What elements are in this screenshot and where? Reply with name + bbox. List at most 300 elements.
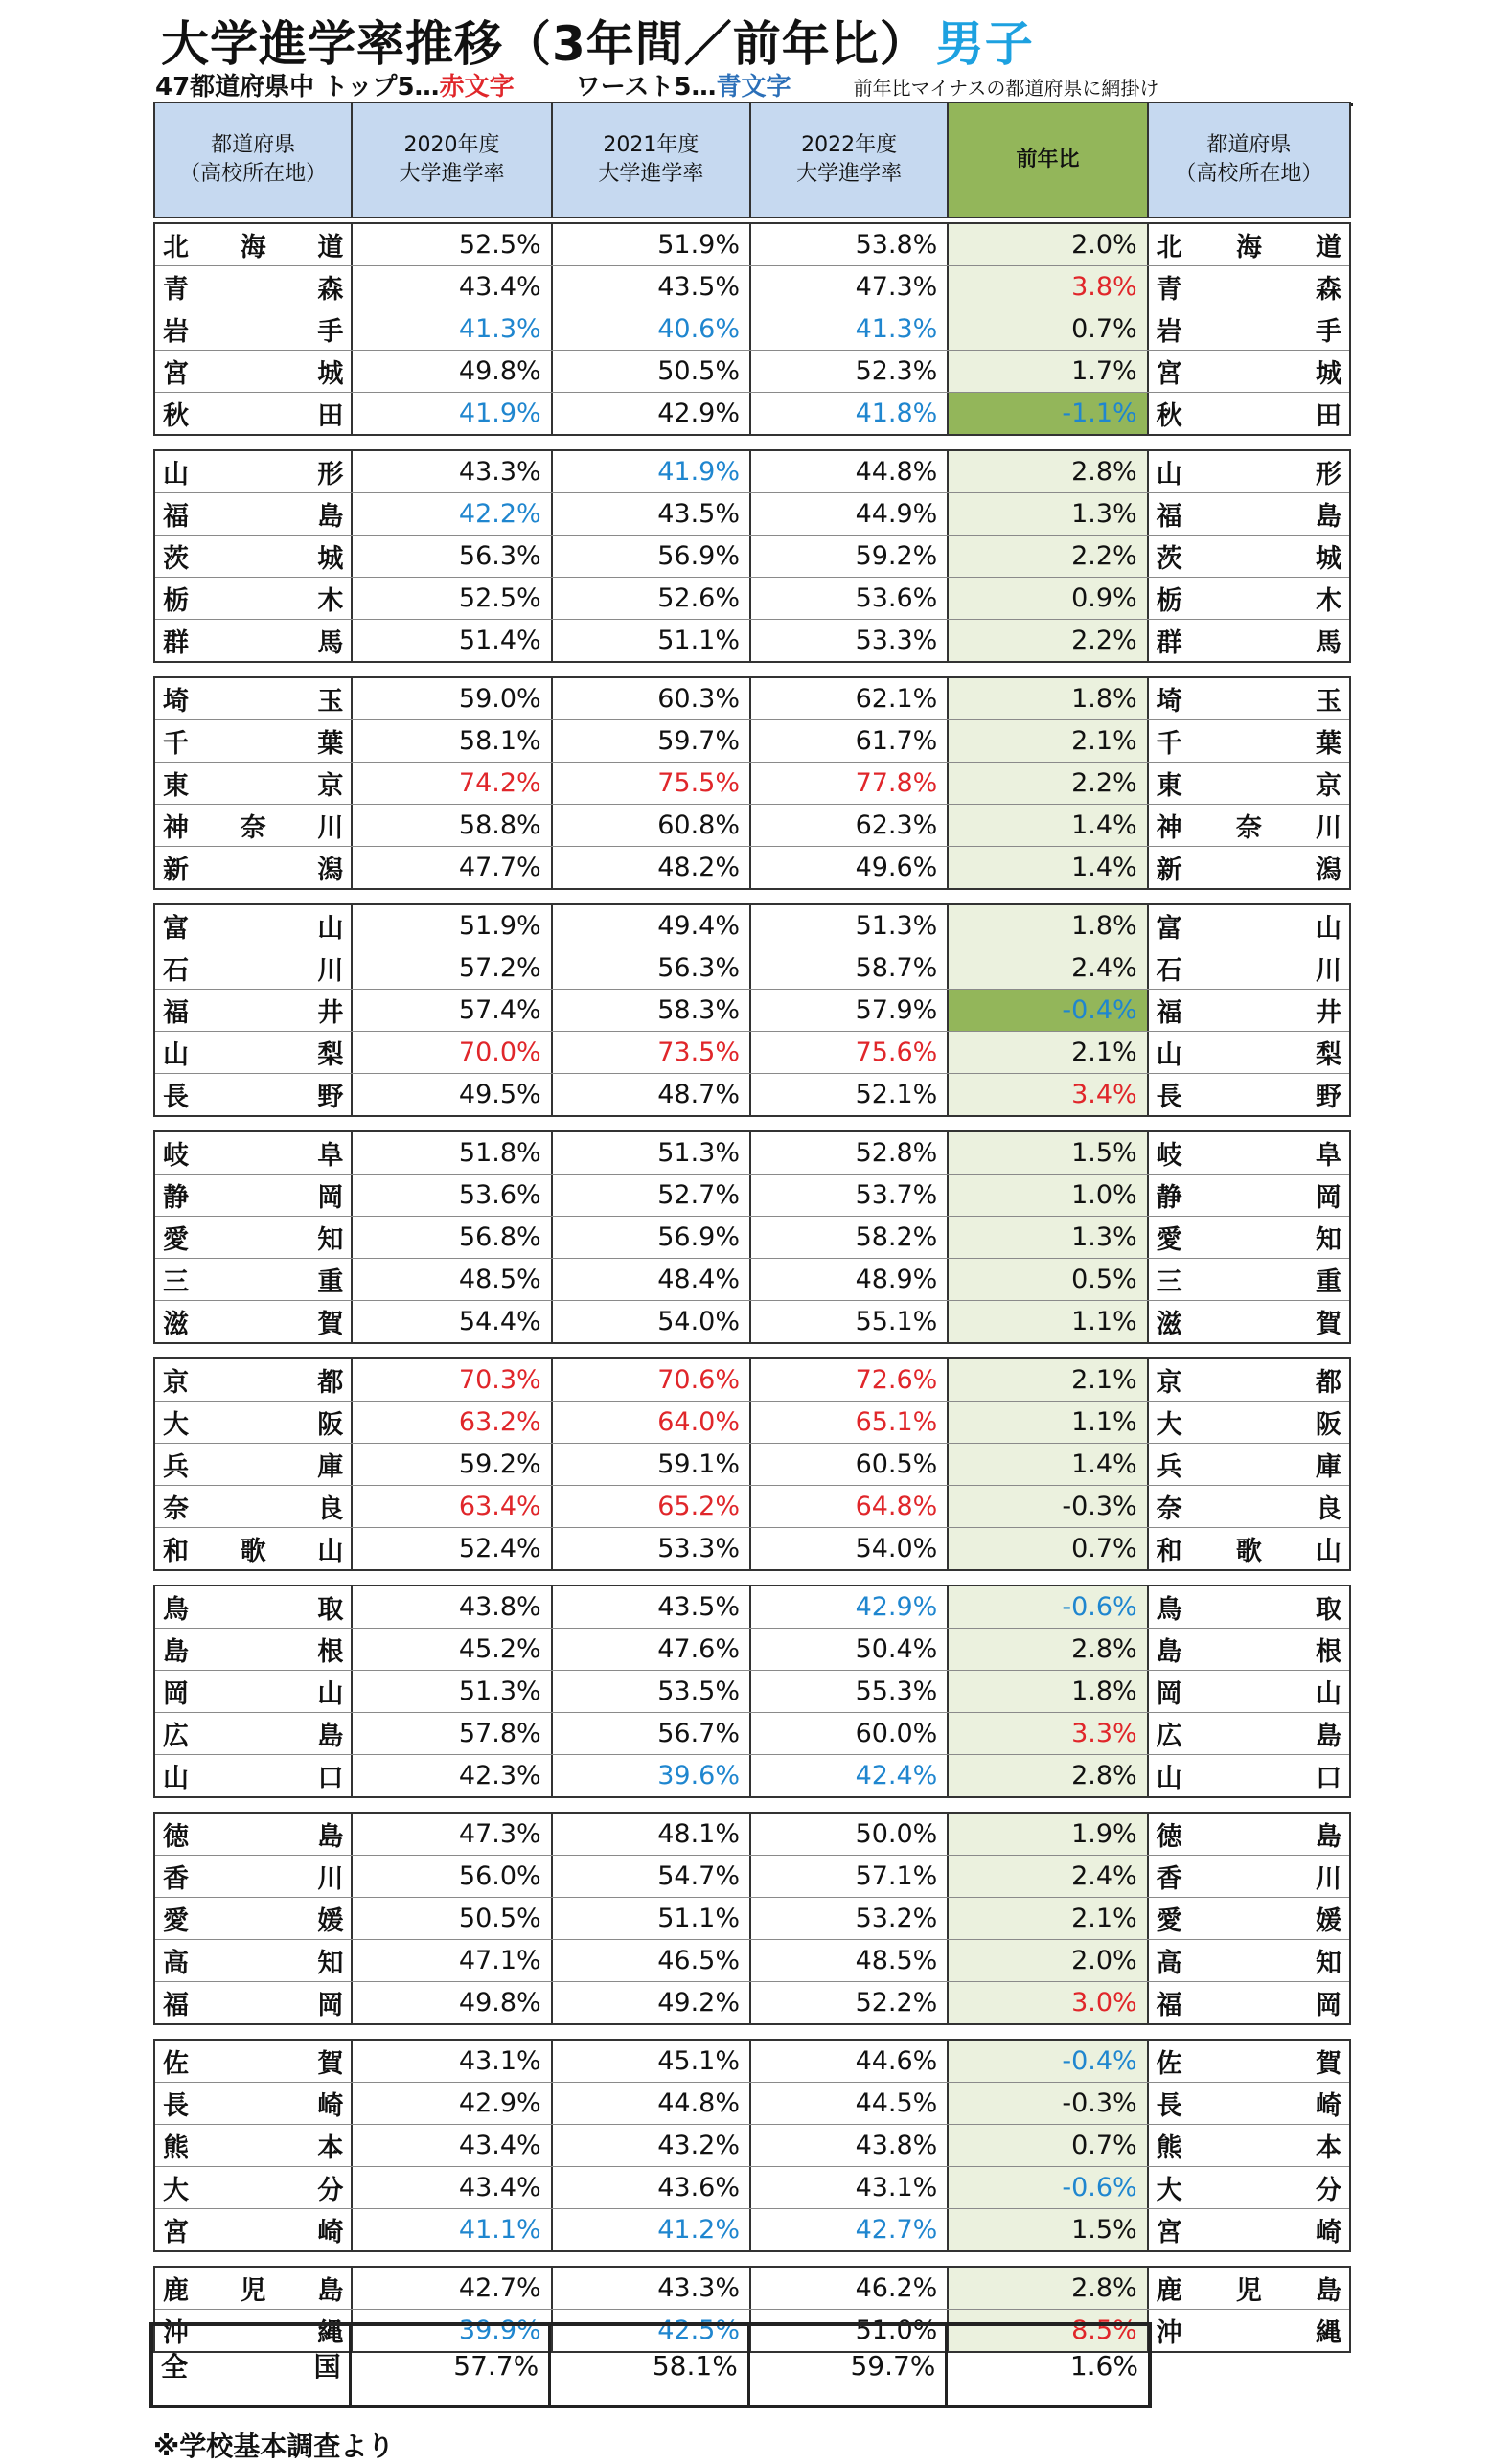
prefecture-name	[155, 2167, 353, 2208]
rate-2021: 51.1%	[553, 620, 751, 661]
rate-2022: 43.8%	[751, 2125, 949, 2166]
yoy-change: 3.4%	[949, 1074, 1148, 1115]
prefecture-char: 縄	[317, 2318, 344, 2348]
rate-2020: 43.4%	[353, 266, 552, 308]
yoy-change: 1.8%	[949, 678, 1148, 719]
rate-2022: 51.3%	[751, 905, 949, 947]
prefecture-name-right	[1149, 1671, 1349, 1712]
title-gender: 男子	[935, 16, 1034, 72]
prefecture-char: 栃	[1156, 586, 1182, 616]
prefecture-char: 岐	[1156, 1141, 1182, 1171]
prefecture-name-right	[1149, 308, 1349, 350]
rate-2020: 42.3%	[353, 1755, 552, 1796]
prefecture-char: 愛	[1156, 1225, 1182, 1255]
prefecture-char: 島	[163, 1637, 189, 1667]
table-row	[155, 763, 1349, 805]
rate-2021: 75.5%	[553, 763, 751, 804]
rate-2021: 60.3%	[553, 678, 751, 719]
prefecture-name	[155, 905, 353, 947]
prefecture-char: 佐	[1156, 2049, 1182, 2079]
prefecture-char: 宮	[1156, 2218, 1182, 2247]
prefecture-char: 道	[1315, 233, 1341, 262]
national-2021: 58.1%	[551, 2326, 750, 2405]
rate-2020: 63.2%	[353, 1402, 552, 1443]
prefecture-char: 大	[163, 1410, 189, 1440]
prefecture-char: 高	[1156, 1949, 1182, 1978]
prefecture-name	[155, 990, 353, 1031]
region-group	[153, 676, 1351, 890]
prefecture-name	[155, 678, 353, 719]
prefecture-char: 宮	[163, 359, 189, 389]
prefecture-char: 大	[163, 2176, 189, 2205]
national-label	[153, 2326, 352, 2405]
prefecture-char: 手	[1316, 317, 1341, 347]
prefecture-name	[155, 1301, 353, 1342]
region-group	[153, 449, 1351, 663]
yoy-change: 1.9%	[949, 1814, 1148, 1855]
prefecture-char: 秋	[163, 401, 189, 431]
prefecture-char: 長	[163, 2091, 189, 2121]
prefecture-char: 島	[1315, 2276, 1341, 2306]
prefecture-name-right	[1149, 536, 1349, 577]
table-row	[155, 1629, 1349, 1671]
prefecture-name-right	[1149, 2083, 1349, 2124]
yoy-change: 2.8%	[949, 2268, 1148, 2309]
prefecture-char: 三	[1156, 1267, 1182, 1297]
yoy-change: 1.8%	[949, 1671, 1148, 1712]
yoy-change: 2.4%	[949, 1856, 1148, 1897]
rate-2020: 47.3%	[353, 1814, 552, 1855]
prefecture-name	[155, 493, 353, 535]
prefecture-char: 知	[1316, 1225, 1341, 1255]
prefecture-char: 海	[240, 233, 266, 262]
prefecture-char: 山	[1156, 1040, 1182, 1070]
prefecture-name-right	[1149, 1132, 1349, 1174]
prefecture-name-right	[1149, 2125, 1349, 2166]
rate-2022: 61.7%	[751, 720, 949, 762]
prefecture-name	[155, 847, 353, 888]
prefecture-name	[155, 266, 353, 308]
rate-2020: 52.5%	[353, 224, 552, 265]
prefecture-char: 秋	[1156, 401, 1182, 431]
prefecture-char: 岡	[1156, 1679, 1182, 1709]
rate-2020: 57.8%	[353, 1713, 552, 1754]
rate-2020: 48.5%	[353, 1259, 552, 1300]
prefecture-name-right	[1149, 1629, 1349, 1670]
table-row	[155, 2167, 1349, 2209]
yoy-change: 1.5%	[949, 2209, 1148, 2250]
rate-2022: 50.4%	[751, 1629, 949, 1670]
yoy-change: 0.9%	[949, 578, 1148, 619]
prefecture-char: 玉	[317, 687, 344, 717]
rate-2022: 59.2%	[751, 536, 949, 577]
rate-2020: 51.8%	[353, 1132, 552, 1174]
prefecture-name-right	[1149, 1402, 1349, 1443]
prefecture-char: 群	[1156, 628, 1182, 658]
prefecture-name-right	[1149, 493, 1349, 535]
rate-2022: 42.7%	[751, 2209, 949, 2250]
yoy-change: -0.3%	[949, 2083, 1148, 2124]
rate-2022: 53.8%	[751, 224, 949, 265]
prefecture-char: 愛	[1156, 1906, 1182, 1936]
prefecture-char: 井	[1316, 998, 1341, 1028]
yoy-change: 2.8%	[949, 1629, 1148, 1670]
prefecture-char: 島	[317, 2276, 344, 2306]
rate-2022: 42.9%	[751, 1586, 949, 1628]
prefecture-name-right	[1149, 266, 1349, 308]
prefecture-name-right	[1149, 990, 1349, 1031]
header-2022: 2022年度 大学進学率	[751, 103, 949, 217]
prefecture-char: 城	[1316, 359, 1341, 389]
prefecture-char: 京	[163, 1368, 189, 1398]
table-row	[155, 1217, 1349, 1259]
national-yoy: 1.6%	[1069, 2349, 1138, 2382]
prefecture-char: 広	[163, 1722, 189, 1751]
prefecture-char: 山	[1156, 1764, 1182, 1793]
rate-2021: 43.2%	[553, 2125, 751, 2166]
rate-2020: 43.1%	[353, 2041, 552, 2082]
prefecture-name	[155, 1755, 353, 1796]
prefecture-char: 宮	[163, 2218, 189, 2247]
prefecture-name	[155, 620, 353, 661]
prefecture-char: 鹿	[163, 2276, 189, 2306]
prefecture-name	[155, 2083, 353, 2124]
prefecture-char: 賀	[1316, 2049, 1341, 2079]
prefecture-name	[155, 308, 353, 350]
rate-2022: 54.0%	[751, 1528, 949, 1569]
yoy-change: 1.7%	[949, 351, 1148, 392]
prefecture-char: 児	[1235, 2276, 1262, 2306]
prefecture-char: 沖	[1156, 2318, 1182, 2348]
legend-top5-note: 赤文字	[439, 73, 515, 102]
table-row	[155, 1528, 1349, 1569]
prefecture-name	[155, 1032, 353, 1073]
rate-2022: 52.2%	[751, 1982, 949, 2023]
prefecture-char: 手	[317, 317, 344, 347]
header-prefecture-right: 都道府県 （高校所在地）	[1149, 103, 1349, 217]
prefecture-name-right	[1149, 2310, 1349, 2351]
prefecture-char: 川	[317, 956, 344, 986]
prefecture-char: 山	[163, 460, 189, 490]
rate-2022: 55.1%	[751, 1301, 949, 1342]
prefecture-name-right	[1149, 1586, 1349, 1628]
prefecture-char: 崎	[317, 2218, 344, 2247]
rate-2020: 70.0%	[353, 1032, 552, 1073]
prefecture-name	[155, 1074, 353, 1115]
yoy-change: 1.1%	[949, 1402, 1148, 1443]
rate-2020: 63.4%	[353, 1486, 552, 1527]
rate-2022: 62.1%	[751, 678, 949, 719]
legend-line	[155, 67, 1353, 106]
rate-2021: 46.5%	[553, 1940, 751, 1981]
rate-2022: 42.4%	[751, 1755, 949, 1796]
rate-2020: 42.7%	[353, 2268, 552, 2309]
prefecture-name-right	[1149, 2268, 1349, 2309]
prefecture-char: 良	[317, 1494, 344, 1524]
table-row	[155, 1402, 1349, 1444]
rate-2021: 39.6%	[553, 1755, 751, 1796]
prefecture-char: 埼	[163, 687, 189, 717]
yoy-change: -0.4%	[949, 990, 1148, 1031]
prefecture-char: 岡	[1316, 1991, 1341, 2020]
rate-2022: 43.1%	[751, 2167, 949, 2208]
prefecture-char: 木	[1316, 586, 1341, 616]
prefecture-name-right	[1149, 1898, 1349, 1939]
prefecture-char: 埼	[1156, 687, 1182, 717]
rate-2021: 54.7%	[553, 1856, 751, 1897]
rate-2020: 42.2%	[353, 493, 552, 535]
prefecture-char: 崎	[1316, 2218, 1341, 2247]
rate-2021: 59.1%	[553, 1444, 751, 1485]
table-row	[155, 990, 1349, 1032]
rate-2020: 49.5%	[353, 1074, 552, 1115]
prefecture-char: 木	[317, 586, 344, 616]
rate-2021: 49.4%	[553, 905, 751, 947]
rate-2021: 56.9%	[553, 1217, 751, 1258]
region-group	[153, 1130, 1351, 1344]
prefecture-char: 岡	[163, 1679, 189, 1709]
legend-worst5-note: 青文字	[716, 73, 791, 102]
prefecture-name-right	[1149, 763, 1349, 804]
rate-2021: 44.8%	[553, 2083, 751, 2124]
rate-2021: 43.5%	[553, 493, 751, 535]
source-note: ※学校基本調査より	[153, 2430, 395, 2462]
rate-2020: 59.2%	[353, 1444, 552, 1485]
rate-2020: 59.0%	[353, 678, 552, 719]
table-row	[155, 905, 1349, 947]
legend-shade-note: 前年比マイナスの都道府県に網掛け	[853, 77, 1159, 100]
rate-2020: 57.2%	[353, 947, 552, 989]
table-row	[155, 1175, 1349, 1217]
prefecture-char: 山	[1316, 1679, 1341, 1709]
rate-2021: 41.9%	[553, 451, 751, 492]
prefecture-name-right	[1149, 1528, 1349, 1569]
prefecture-char: 大	[1156, 1410, 1182, 1440]
rate-2020: 52.4%	[353, 1528, 552, 1569]
prefecture-char: 栃	[163, 586, 189, 616]
rate-2021: 56.9%	[553, 536, 751, 577]
prefecture-name	[155, 536, 353, 577]
yoy-change: 2.1%	[949, 1032, 1148, 1073]
prefecture-char: 兵	[1156, 1452, 1182, 1482]
prefecture-name	[155, 1175, 353, 1216]
table-row	[155, 266, 1349, 308]
prefecture-char: 根	[1316, 1637, 1341, 1667]
prefecture-name-right	[1149, 2209, 1349, 2250]
prefecture-char: 葉	[1316, 729, 1341, 759]
prefecture-name	[155, 351, 353, 392]
prefecture-name-right	[1149, 678, 1349, 719]
rate-2022: 47.3%	[751, 266, 949, 308]
rate-2021: 42.9%	[553, 393, 751, 434]
prefecture-char: 阪	[317, 1410, 344, 1440]
prefecture-char: 長	[1156, 2091, 1182, 2121]
prefecture-char: 川	[317, 813, 344, 843]
prefecture-char: 石	[1156, 956, 1182, 986]
table-row	[155, 351, 1349, 393]
prefecture-name-right	[1149, 620, 1349, 661]
prefecture-char: 熊	[163, 2133, 189, 2163]
prefecture-name	[155, 1671, 353, 1712]
region-group	[153, 903, 1351, 1117]
prefecture-char: 媛	[1316, 1906, 1341, 1936]
rate-2022: 46.2%	[751, 2268, 949, 2309]
prefecture-name-right	[1149, 1359, 1349, 1401]
prefecture-char: 福	[163, 1991, 189, 2020]
prefecture-char: 奈	[1235, 813, 1262, 843]
rate-2022: 65.1%	[751, 1402, 949, 1443]
prefecture-name-right	[1149, 578, 1349, 619]
table-row	[155, 451, 1349, 493]
rate-2021: 51.3%	[553, 1132, 751, 1174]
rate-2021: 48.2%	[553, 847, 751, 888]
prefecture-char: 岩	[1156, 317, 1182, 347]
rate-2022: 58.2%	[751, 1217, 949, 1258]
prefecture-char: 徳	[163, 1822, 189, 1852]
national-char: 全	[161, 2351, 189, 2383]
prefecture-char: 新	[163, 856, 189, 885]
prefecture-char: 富	[1156, 914, 1182, 944]
table-header	[153, 102, 1351, 218]
prefecture-char: 阜	[317, 1141, 344, 1171]
prefecture-char: 分	[1316, 2176, 1341, 2205]
table-row	[155, 1032, 1349, 1074]
prefecture-char: 山	[163, 1040, 189, 1070]
prefecture-char: 山	[1315, 1537, 1341, 1566]
prefecture-name	[155, 1713, 353, 1754]
prefecture-name	[155, 1259, 353, 1300]
prefecture-char: 北	[1156, 233, 1182, 262]
prefecture-char: 神	[1156, 813, 1182, 843]
prefecture-name-right	[1149, 1713, 1349, 1754]
prefecture-char: 岐	[163, 1141, 189, 1171]
prefecture-char: 城	[317, 359, 344, 389]
prefecture-char: 阜	[1316, 1141, 1341, 1171]
prefecture-char: 良	[1316, 1494, 1341, 1524]
table-row	[155, 2125, 1349, 2167]
prefecture-char: 新	[1156, 856, 1182, 885]
prefecture-name	[155, 1898, 353, 1939]
rate-2021: 45.1%	[553, 2041, 751, 2082]
yoy-change: 1.0%	[949, 1175, 1148, 1216]
yoy-change: 1.3%	[949, 493, 1148, 535]
prefecture-name-right	[1149, 1486, 1349, 1527]
rate-2021: 51.1%	[553, 1898, 751, 1939]
prefecture-char: 群	[163, 628, 189, 658]
prefecture-char: 茨	[1156, 544, 1182, 574]
rate-2021: 56.7%	[553, 1713, 751, 1754]
prefecture-char: 長	[1156, 1083, 1182, 1112]
rate-2020: 53.6%	[353, 1175, 552, 1216]
prefecture-char: 野	[1316, 1083, 1341, 1112]
prefecture-char: 鳥	[163, 1595, 189, 1625]
title-main: 大学進学率推移（3年間／前年比）	[161, 16, 928, 72]
prefecture-char: 長	[163, 1083, 189, 1112]
prefecture-char: 青	[163, 275, 189, 305]
yoy-change: 2.1%	[949, 1359, 1148, 1401]
prefecture-char: 佐	[163, 2049, 189, 2079]
table-row	[155, 1814, 1349, 1856]
prefecture-char: 知	[317, 1225, 344, 1255]
prefecture-char: 島	[1316, 502, 1341, 532]
prefecture-name-right	[1149, 351, 1349, 392]
prefecture-char: 潟	[317, 856, 344, 885]
rate-2022: 52.1%	[751, 1074, 949, 1115]
yoy-change: 0.7%	[949, 1528, 1148, 1569]
prefecture-char: 川	[1316, 956, 1341, 986]
prefecture-char: 千	[163, 729, 189, 759]
prefecture-name-right	[1149, 1217, 1349, 1258]
table-row	[155, 720, 1349, 763]
prefecture-char: 和	[1156, 1537, 1182, 1566]
rate-2021: 58.3%	[553, 990, 751, 1031]
prefecture-char: 愛	[163, 1225, 189, 1255]
prefecture-char: 奈	[240, 813, 266, 843]
prefecture-char: 高	[163, 1949, 189, 1978]
yoy-change: 2.1%	[949, 720, 1148, 762]
prefecture-char: 神	[163, 813, 189, 843]
prefecture-name-right	[1149, 1032, 1349, 1073]
rate-2020: 50.5%	[353, 1898, 552, 1939]
national-char: 国	[313, 2351, 341, 2383]
rate-2020: 39.9%	[353, 2310, 552, 2351]
prefecture-name-right	[1149, 1814, 1349, 1855]
prefecture-char: 和	[163, 1537, 189, 1566]
prefecture-char: 井	[317, 998, 344, 1028]
rate-2020: 47.1%	[353, 1940, 552, 1981]
prefecture-char: 岡	[317, 1183, 344, 1213]
prefecture-char: 石	[163, 956, 189, 986]
prefecture-char: 福	[163, 998, 189, 1028]
prefecture-char: 島	[1156, 1637, 1182, 1667]
prefecture-name-right	[1149, 1259, 1349, 1300]
prefecture-char: 知	[1316, 1949, 1341, 1978]
prefecture-char: 岩	[163, 317, 189, 347]
yoy-change: 1.1%	[949, 1301, 1148, 1342]
rate-2020: 56.0%	[353, 1856, 552, 1897]
prefecture-char: 広	[1156, 1722, 1182, 1751]
prefecture-char: 静	[1156, 1183, 1182, 1213]
prefecture-name-right	[1149, 1301, 1349, 1342]
prefecture-name-right	[1149, 1856, 1349, 1897]
prefecture-char: 奈	[163, 1494, 189, 1524]
prefecture-name	[155, 1217, 353, 1258]
prefecture-char: 梨	[317, 1040, 344, 1070]
prefecture-char: 崎	[1316, 2091, 1341, 2121]
rate-2022: 48.5%	[751, 1940, 949, 1981]
prefecture-char: 歌	[1235, 1537, 1262, 1566]
prefecture-name	[155, 578, 353, 619]
prefecture-char: 庫	[317, 1452, 344, 1482]
prefecture-char: 根	[317, 1637, 344, 1667]
prefecture-name	[155, 720, 353, 762]
rate-2021: 51.9%	[553, 224, 751, 265]
rate-2020: 56.8%	[353, 1217, 552, 1258]
prefecture-char: 川	[1316, 1864, 1341, 1894]
table-row	[155, 224, 1349, 266]
yoy-change: 0.7%	[949, 308, 1148, 350]
rate-2021: 49.2%	[553, 1982, 751, 2023]
rate-2022: 41.8%	[751, 393, 949, 434]
region-group	[153, 1812, 1351, 2025]
prefecture-char: 馬	[317, 628, 344, 658]
yoy-change: 2.2%	[949, 620, 1148, 661]
rate-2020: 56.3%	[353, 536, 552, 577]
national-2022: 59.7%	[750, 2326, 949, 2405]
rate-2021: 52.7%	[553, 1175, 751, 1216]
prefecture-char: 愛	[163, 1906, 189, 1936]
prefecture-char: 玉	[1316, 687, 1341, 717]
